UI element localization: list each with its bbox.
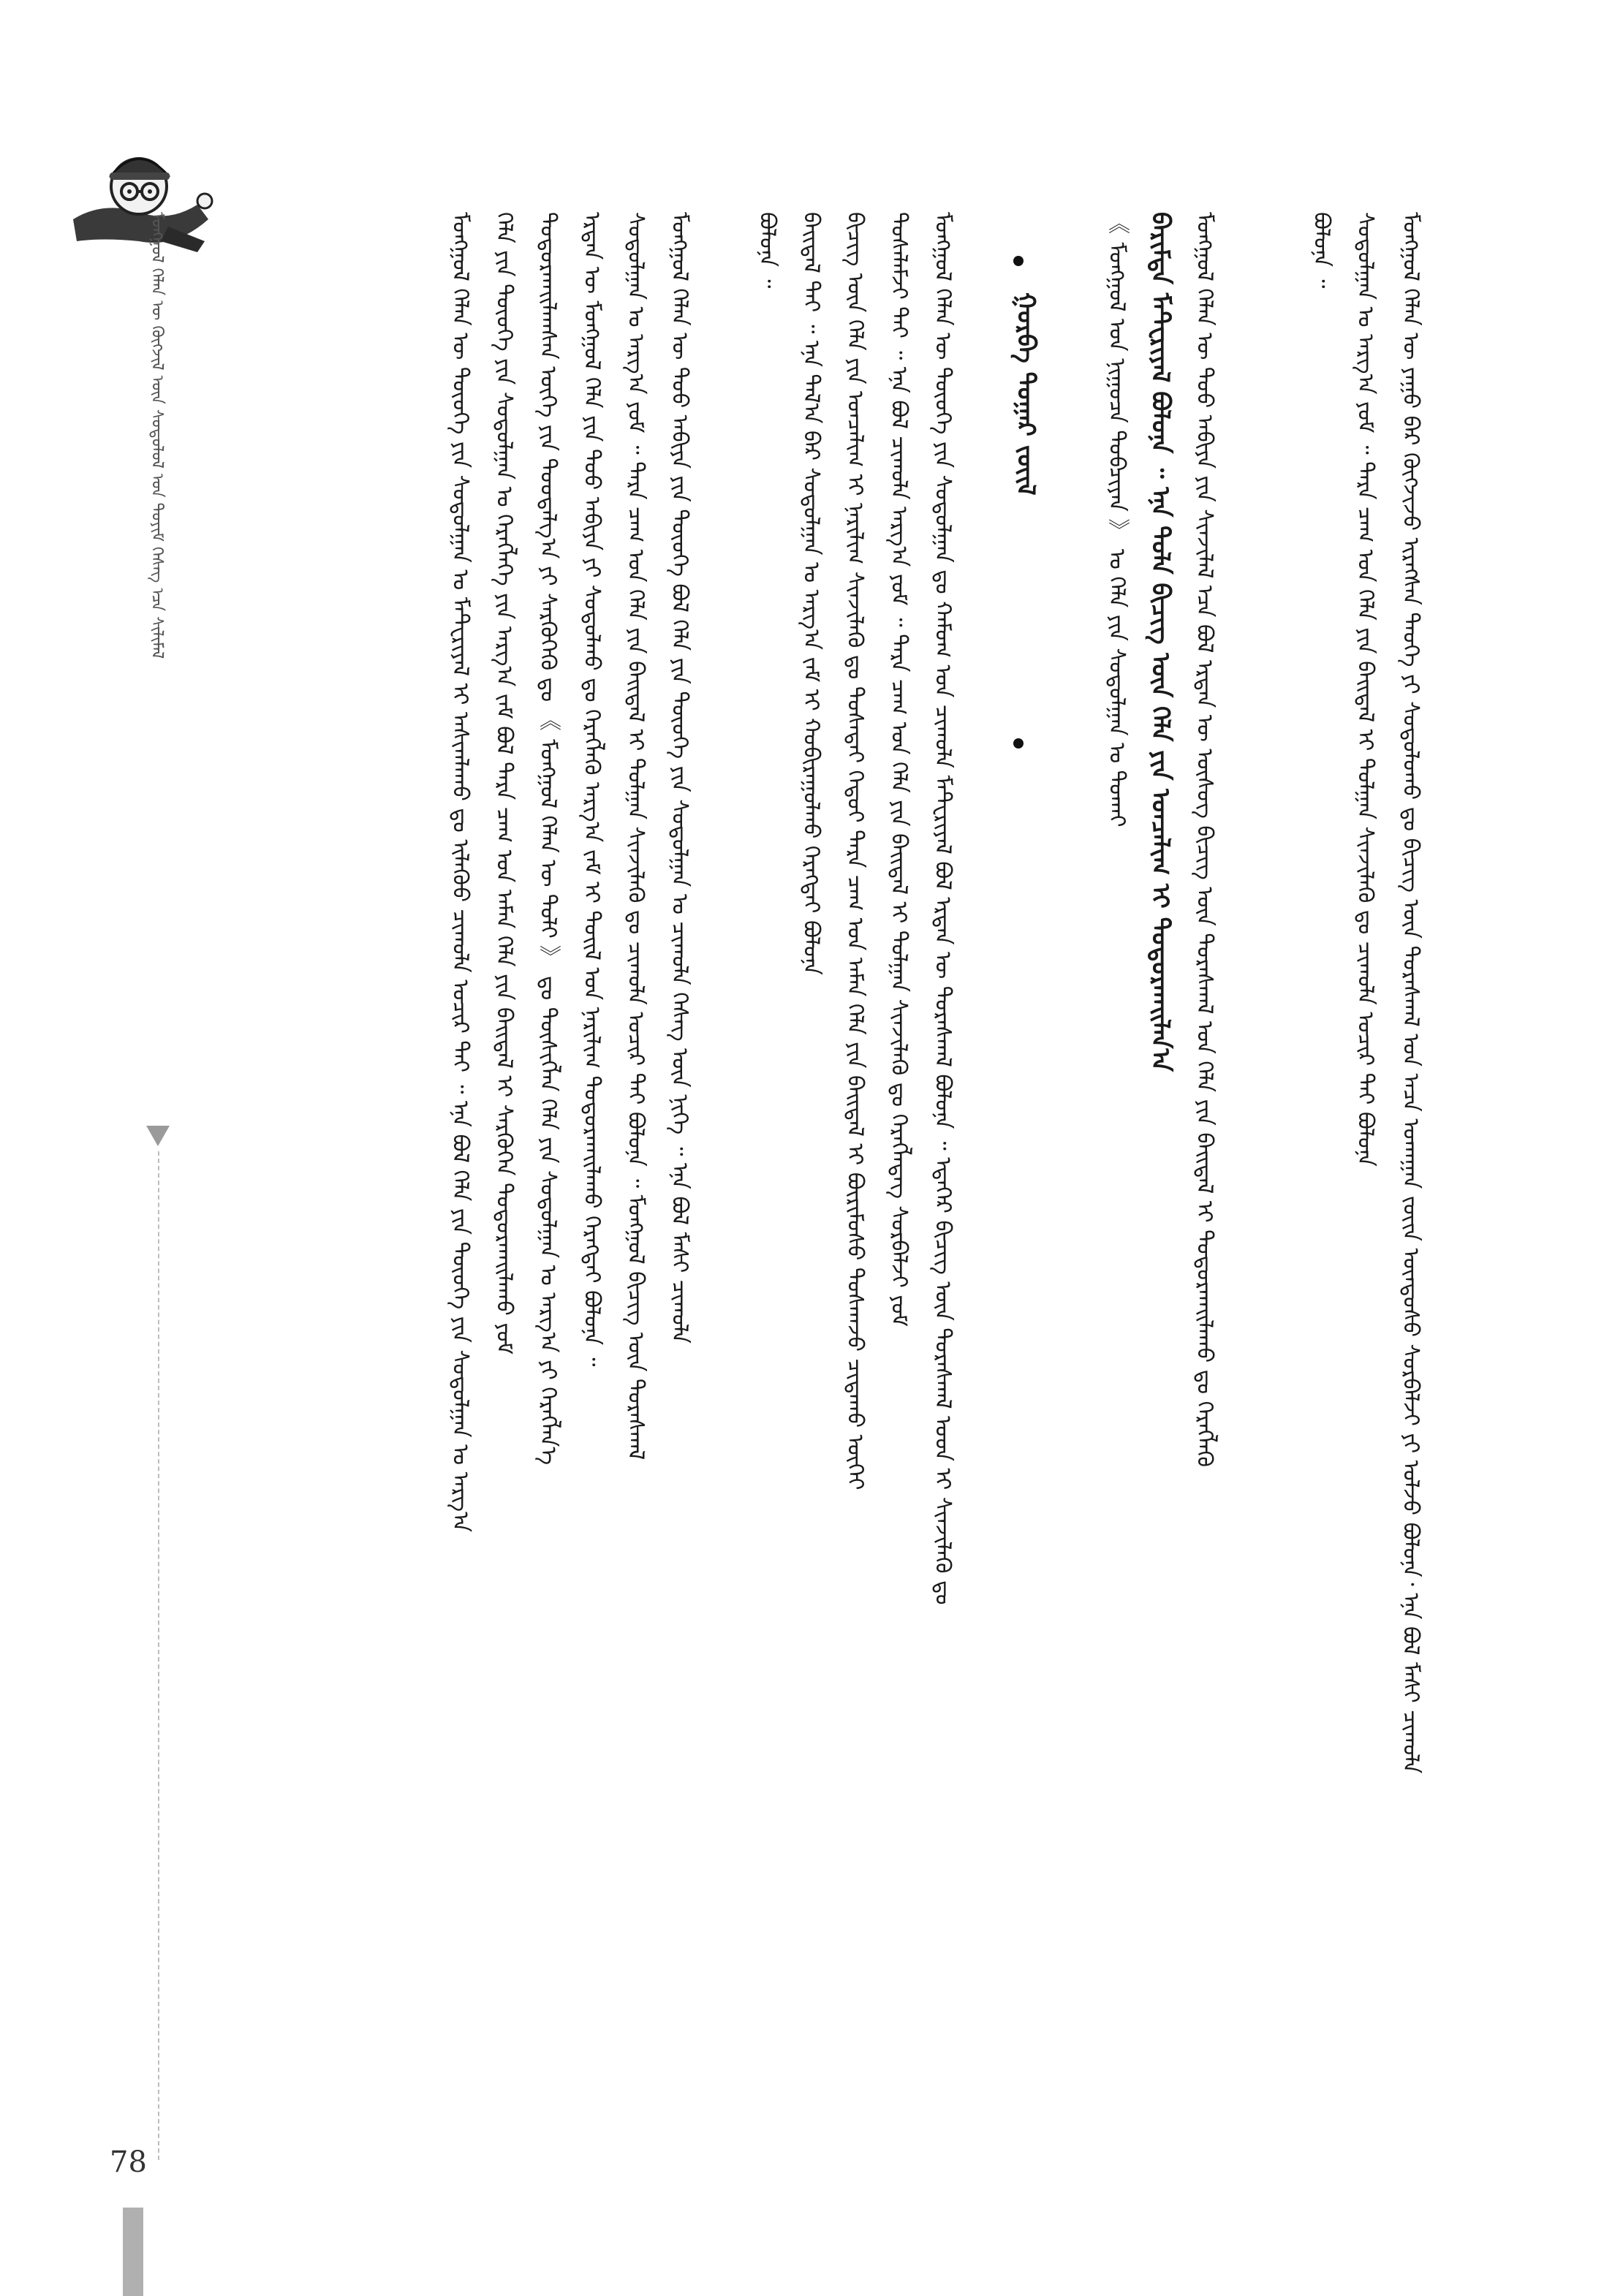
mascot-character-icon — [58, 132, 219, 273]
text-column: ᠮᠣᠩᠭᠣᠯ ᠬᠡᠯᠡᠨ ᠦ ᠳᠤᠤ ᠠᠪᠢᠶᠠ ᠶᠢᠨ ᠰᠢᠨᠵᠢᠯᠡᠯ ᠡᠴᠡ ᠪᠣᠯ ᠡᠷᠲᠡᠨ ᠦ ᠦᠰᠦᠭ ᠪᠢᠴᠢᠭ ᠦᠨ ᠳᠤᠷᠠᠰᠬᠠᠯ ᠤᠨ ᠬᠡᠯᠡ ᠶᠢᠨ ᠪᠠᠢᠳᠠᠯ ᠢ ᠲᠣᠳᠤᠷᠬᠠᠢᠯᠠᠬᠤ ᠳᠤ ᠬᠡᠷᠡᠭᠯᠡᠬᠦ — [1192, 212, 1217, 1467]
edge-tab-bar — [123, 2208, 143, 2296]
bullet-icon — [1013, 738, 1024, 749]
bullet-icon — [1013, 256, 1024, 266]
text-column: ᠮᠣᠩᠭᠣᠯ ᠬᠡᠯᠡᠨ ᠦ ᠲᠦᠦᠬᠡ ᠶᠢᠨ ᠰᠤᠳᠤᠯᠭᠠᠨ ᠳᠤ ᠬᠠᠮᠤᠭ ᠤᠨ ᠴᠢᠬᠤᠯᠠ ᠮᠠᠲᠸᠷᠢᠶᠠᠯ ᠪᠣᠯ ᠡᠷᠲᠡᠨ ᠦ ᠳᠤᠷᠠᠰᠬᠠᠯ ᠪᠣᠯᠤᠨᠠ ᠃ ᠡᠳᠡᠭᠡᠷ ᠪᠢᠴᠢᠭ ᠦᠨ ᠳᠤᠷᠠᠰᠬᠠᠯ ᠤᠳ ᠢ ᠰᠢᠨᠵᠢᠯᠡᠬᠦ ᠳᠤ — [930, 212, 956, 1605]
text-column: ᠪᠣᠯᠤᠨᠠ ᠃ — [754, 212, 780, 289]
text-column: ᠡᠷᠲᠡᠨ ᠦ ᠮᠣᠩᠭᠣᠯ ᠬᠡᠯᠡ ᠶᠢᠨ ᠳᠤᠤ ᠠᠪᠢᠶᠠ ᠶᠢ ᠰᠤᠳᠤᠯᠬᠤ ᠳᠤ ᠬᠡᠷᠡᠭᠯᠡᠬᠦ ᠠᠷᠭ᠎ᠠ ᠵᠠᠮ ᠢ ᠲᠤᠢᠯ ᠤᠨ ᠨᠠᠷᠢᠯᠢᠭ ᠲᠣᠳᠤᠷᠬᠠᠢᠯᠠᠬᠤ ᠬᠡᠷᠡᠭᠲᠡᠢ ᠪᠣᠯᠤᠨᠠ ᠃ — [579, 212, 605, 1367]
text-column: ᠬᠡᠯᠡ ᠶᠢᠨ ᠲᠦᠦᠬᠡ ᠶᠢᠨ ᠰᠤᠳᠤᠯᠭᠠᠨ ᠤ ᠬᠡᠷᠡᠭᠯᠡᠭᠡ ᠶᠢᠨ ᠠᠷᠭ᠎ᠠ ᠵᠠᠮ ᠪᠣᠯ ᠲᠡᠷᠡ ᠴᠠᠭ ᠤᠨ ᠠᠮᠠᠨ ᠬᠡᠯᠡ ᠶᠢᠨ ᠪᠠᠢᠳᠠᠯ ᠢ ᠰᠡᠷᠭᠦᠭᠡᠨ ᠲᠣᠳᠤᠷᠬᠠᠢᠯᠠᠬᠤ ᠶᠤᠮ — [491, 212, 517, 1355]
page-number: 78 — [110, 2145, 147, 2179]
section-heading: ᠭᠤᠷᠪᠠ ᠳᠤᠭᠠᠷ ᠵᠦᠢᠯ — [1011, 292, 1040, 496]
text-column: ᠲᠣᠳᠤᠷᠬᠠᠢᠯᠠᠭᠰᠠᠨ ᠦᠭᠡ ᠶᠢᠨ ᠳᠤᠤᠳᠠᠯᠭ᠎ᠠ ᠶᠢ ᠰᠡᠷᠭᠦᠭᠡᠬᠦ ᠳᠤ 《 ᠮᠣᠩᠭᠣᠯ ᠬᠡᠯᠡᠨ ᠦ ᠲᠤᠯᠢ 》 ᠳᠤ ᠲᠦᠰᠢᠭᠯᠡᠨ ᠬᠡᠯᠡ ᠶᠢᠨ ᠰᠤᠳᠤᠯᠭᠠᠨ ᠤ ᠠᠷᠭ᠎ᠠ ᠶᠢ ᠬᠡᠷᠡᠭᠯᠡᠨ᠎ᠡ — [535, 212, 561, 1466]
main-text-area — [219, 212, 1433, 2229]
triangle-pointer-icon — [146, 1126, 170, 1146]
text-column: ᠪᠠᠢᠳᠠᠯ ᠲᠠᠢ ᠃ ᠡᠨᠡ ᠲᠠᠯ᠎ᠠ ᠪᠠᠷ ᠰᠤᠳᠤᠯᠭᠠᠨ ᠤ ᠠᠷᠭ᠎ᠠ ᠵᠠᠮ ᠢ ᠬᠤᠪᠢᠷᠠᠭᠤᠯᠬᠤ ᠬᠡᠷᠡᠭᠲᠡᠢ ᠪᠣᠯᠤᠨᠠ — [798, 212, 824, 975]
text-column: ᠮᠣᠩᠭᠣᠯ ᠬᠡᠯᠡᠨ ᠦ ᠶᠠᠭᠤ ᠪᠠᠷ ᠬᠥᠭᠵᠢᠵᠦ ᠢᠷᠡᠭᠰᠡᠨ ᠲᠡᠦᠬᠡ ᠶᠢ ᠰᠤᠳᠤᠯᠤᠬᠤ ᠳᠤ ᠪᠢᠴᠢᠭ ᠦᠨ ᠳᠤᠷᠠᠰᠬᠠᠯ ᠤᠨ ᠠᠴᠠ ᠤᠬᠠᠭᠠᠨ ᠵᠦᠢᠨ ᠦᠨᠳᠦᠰᠦ ᠰᠤᠷᠪᠠᠯᠵᠢ ᠶᠢ ᠣᠯᠵᠤ ᠪᠣᠯᠤᠨᠠ᠂ ᠡᠨᠡ ᠪᠣᠯ ᠮᠠᠰᠢ ᠴᠢᠬᠤᠯᠠ — [1398, 212, 1423, 1774]
text-column: ᠰᠤᠳᠤᠯᠭᠠᠨ ᠤ ᠠᠷᠭ᠎ᠠ ᠶᠤᠮ ᠃ ᠲᠡᠷᠡ ᠴᠠᠭ ᠤᠨ ᠬᠡᠯᠡ ᠶᠢᠨ ᠪᠠᠢᠳᠠᠯ ᠢ ᠲᠤᠯᠭᠠᠨ ᠰᠢᠨᠵᠢᠯᠡᠬᠦ ᠳᠤ ᠴᠢᠬᠤᠯᠠ ᠤᠴᠢᠷ ᠲᠠᠢ ᠪᠣᠯᠤᠨᠠ — [1352, 212, 1378, 1167]
dashed-divider — [158, 1151, 159, 2160]
text-column: ᠲᠤᠰᠠᠯᠠᠮᠵᠢ ᠲᠠᠢ ᠃ ᠡᠨᠡ ᠪᠣᠯ ᠴᠢᠬᠤᠯᠠ ᠠᠷᠭ᠎ᠠ ᠶᠤᠮ ᠃ ᠲᠡᠷᠡ ᠴᠠᠭ ᠤᠨ ᠬᠡᠯᠡ ᠶᠢᠨ ᠪᠠᠢᠳᠠᠯ ᠢ ᠲᠤᠯᠭᠠᠨ ᠰᠢᠨᠵᠢᠯᠡᠬᠦ ᠳᠤ ᠬᠡᠷᠡᠭᠯᠡᠳᠡᠭ ᠰᠤᠷᠪᠠᠯᠵᠢ ᠶᠤᠮ — [886, 212, 912, 1327]
text-column: 《 ᠮᠣᠩᠭᠣᠯ ᠤᠨ ᠨᠢᠭᠤᠴᠠ ᠲᠣᠪᠴᠢᠶᠠᠨ 》 ᠤ ᠬᠡᠯᠡ ᠶᠢᠨ ᠰᠤᠳᠤᠯᠭᠠᠨ ᠤ ᠲᠤᠬᠠᠢ — [1104, 212, 1130, 827]
text-column: ᠰᠤᠳᠤᠯᠭᠠᠨ ᠤ ᠠᠷᠭ᠎ᠠ ᠶᠤᠮ ᠃ ᠲᠡᠷᠡ ᠴᠠᠭ ᠤᠨ ᠬᠡᠯᠡ ᠶᠢᠨ ᠪᠠᠢᠳᠠᠯ ᠢ ᠲᠤᠯᠭᠠᠨ ᠰᠢᠨᠵᠢᠯᠡᠬᠦ ᠳᠤ ᠴᠢᠬᠤᠯᠠ ᠤᠴᠢᠷ ᠲᠠᠢ ᠪᠣᠯᠤᠨᠠ ᠃ ᠮᠣᠩᠭᠣᠯ ᠪᠢᠴᠢᠭ ᠦᠨ ᠳᠤᠷᠠᠰᠬᠠᠯ — [623, 212, 648, 1460]
running-header: ᠮᠣᠩᠭᠣᠯ ᠬᠡᠯᠡᠨ ᠦ ᠬᠥᠭᠵᠢᠯ ᠦᠨ ᠰᠤᠳᠤᠯᠤᠯ ᠤᠨ ᠲᠤᠶᠢᠮ ᠬᠡᠰᠡᠭ ᠡᠴᠡ ᠰᠢᠯᠢᠮᠡᠯ — [148, 212, 166, 659]
text-column: ᠪᠠᠷᠢᠮᠲᠠ ᠮᠠᠲᠸᠷᠢᠶᠠᠯ ᠪᠣᠯᠤᠨᠠ ᠃ ᠡᠨᠡ ᠲᠤᠯᠠ ᠪᠢᠴᠢᠭ ᠦᠨ ᠬᠡᠯᠡ ᠶᠢᠨ ᠣᠨᠴᠠᠯᠢᠭ ᠢ ᠲᠣᠳᠤᠷᠬᠠᠢᠯᠠᠨ᠎ᠠ — [1146, 212, 1175, 1072]
text-column: ᠮᠣᠩᠭᠣᠯ ᠬᠡᠯᠡᠨ ᠦ ᠲᠦᠦᠬᠡ ᠶᠢᠨ ᠰᠤᠳᠤᠯᠭᠠᠨ ᠤ ᠮᠠᠲᠸᠷᠢᠶᠠᠯ ᠢ ᠠᠰᠢᠭᠯᠠᠬᠤ ᠳᠤ ᠢᠯᠡᠭᠦᠦ ᠴᠢᠬᠤᠯᠠ ᠤᠴᠢᠷ ᠲᠠᠢ ᠃ ᠡᠨᠡ ᠪᠣᠯ ᠬᠡᠯᠡ ᠶᠢᠨ ᠲᠦᠦᠬᠡ ᠶᠢᠨ ᠰᠤᠳᠤᠯᠭᠠᠨ ᠤ ᠠᠷᠭ᠎ᠠ — [447, 212, 473, 1532]
text-column: ᠪᠢᠴᠢᠭ ᠦᠨ ᠬᠡᠯᠡ ᠶᠢᠨ ᠣᠨᠴᠠᠯᠢᠭ ᠢ ᠨᠠᠷᠢᠯᠢᠭ ᠰᠢᠨᠵᠢᠯᠡᠬᠦ ᠳᠤ ᠲᠤᠰᠠᠲᠠᠢ ᠬᠡᠳᠦᠢ ᠲᠡᠷᠡ ᠴᠠᠭ ᠤᠨ ᠠᠮᠠᠨ ᠬᠡᠯᠡ ᠶᠢᠨ ᠪᠠᠢᠳᠠᠯ ᠢ ᠪᠦᠷᠢᠮᠦᠰᠦ ᠲᠤᠰᠬᠠᠵᠤ ᠴᠢᠳᠠᠬᠤ ᠦᠭᠡᠢ — [842, 212, 868, 1490]
text-column: ᠮᠣᠩᠭᠣᠯ ᠬᠡᠯᠡᠨ ᠦ ᠳᠤᠤ ᠠᠪᠢᠶᠠ ᠶᠢᠨ ᠲᠦᠦᠬᠡ ᠪᠣᠯ ᠬᠡᠯᠡ ᠶᠢᠨ ᠲᠦᠦᠬᠡ ᠶᠢᠨ ᠰᠤᠳᠤᠯᠭᠠᠨ ᠤ ᠴᠢᠬᠤᠯᠠ ᠬᠡᠰᠡᠭ ᠦᠨ ᠨᠢᠭᠡ ᠃ ᠡᠨᠡ ᠪᠣᠯ ᠮᠠᠰᠢ ᠴᠢᠬᠤᠯᠠ — [667, 212, 692, 1344]
text-column: ᠪᠣᠯᠤᠨᠠ ᠃ — [1309, 212, 1334, 289]
